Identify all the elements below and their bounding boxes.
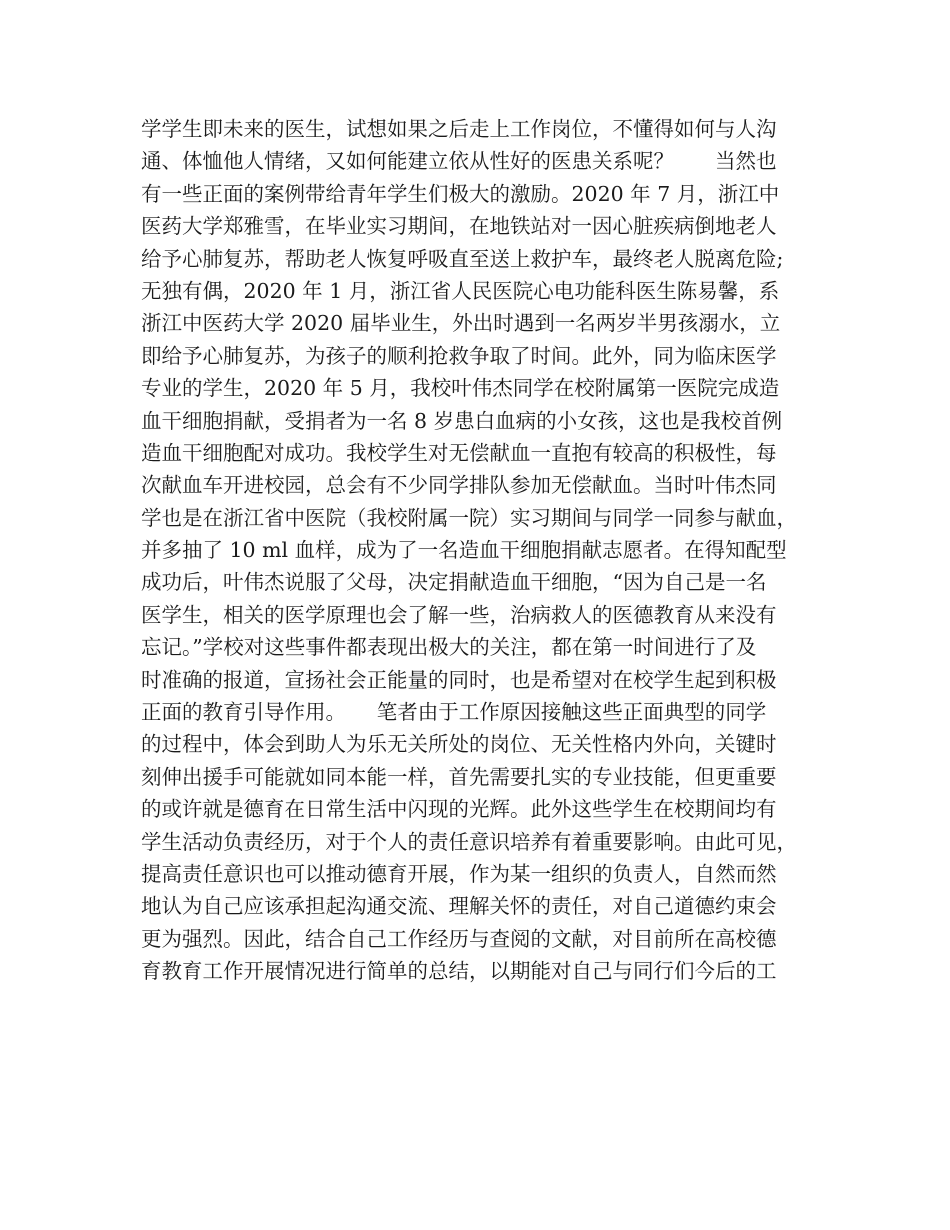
text-line: 地认为自己应该承担起沟通交流、理解关怀的责任，对自己道德约束会 — [141, 894, 777, 919]
text-line: 医学生，相关的医学原理也会了解一些，治病救人的医德教育从来没有 — [141, 602, 777, 627]
text-line: 通、体恤他人情绪，又如何能建立依从性好的医患关系呢？ 当然也 — [141, 149, 777, 174]
text-line: 的过程中，体会到助人为乐无关所处的岗位、无关性格内外向，关键时 — [141, 732, 777, 757]
text-line: 血干细胞捐献，受捐者为一名 8 岁患白血病的小女孩，这也是我校首例 — [141, 408, 783, 433]
text-line: 并多抽了 10 ml 血样，成为了一名造血干细胞捐献志愿者。在得知配型 — [141, 538, 787, 563]
text-line: 学学生即未来的医生，试想如果之后走上工作岗位，不懂得如何与人沟 — [141, 117, 777, 141]
text-line: 的或许就是德育在日常生活中闪现的光辉。此外这些学生在校期间均有 — [141, 797, 777, 822]
text-line: 即给予心肺复苏，为孩子的顺利抢救争取了时间。此外，同为临床医学 — [141, 343, 777, 368]
text-line: 学也是在浙江省中医院（我校附属一院）实习期间与同学一同参与献血， — [141, 505, 797, 530]
text-line: 浙江中医药大学 2020 届毕业生，外出时遇到一名两岁半男孩溺水，立 — [141, 311, 781, 336]
text-line: 医药大学郑雅雪，在毕业实习期间，在地铁站对一因心脏疾病倒地老人 — [141, 214, 777, 239]
text-line: 成功后，叶伟杰说服了父母，决定捐献造血干细胞，“因为自己是一名 — [141, 570, 767, 595]
text-line: 造血干细胞配对成功。我校学生对无偿献血一直抱有较高的积极性，每 — [141, 440, 777, 465]
text-line: 提高责任意识也可以推动德育开展，作为某一组织的负责人，自然而然 — [141, 861, 777, 886]
text-line: 时准确的报道，宣扬社会正能量的同时，也是希望对在校学生起到积极 — [141, 667, 777, 692]
text-line: 忘记。”学校对这些事件都表现出极大的关注，都在第一时间进行了及 — [141, 635, 757, 660]
text-line: 无独有偶，2020 年 1 月，浙江省人民医院心电功能科医生陈易馨，系 — [141, 278, 780, 303]
text-line: 有一些正面的案例带给青年学生们极大的激励。2020 年 7 月，浙江中 — [141, 181, 780, 206]
text-line: 刻伸出援手可能就如同本能一样，首先需要扎实的专业技能，但更重要 — [141, 764, 777, 789]
text-line: 给予心肺复苏，帮助老人恢复呼吸直至送上救护车，最终老人脱离危险; — [141, 246, 784, 271]
text-line: 正面的教育引导作用。 笔者由于工作原因接触这些正面典型的同学 — [141, 700, 767, 725]
text-line: 专业的学生，2020 年 5 月，我校叶伟杰同学在校附属第一医院完成造 — [141, 376, 780, 401]
text-line: 育教育工作开展情况进行简单的总结，以期能对自己与同行们今后的工 — [141, 959, 777, 984]
text-line: 更为强烈。因此，结合自己工作经历与查阅的文献，对目前所在高校德 — [141, 926, 777, 951]
text-line: 学生活动负责经历，对于个人的责任意识培养有着重要影响。由此可见， — [141, 829, 797, 854]
body-text — [141, 113, 831, 988]
text-line: 次献血车开进校园，总会有不少同学排队参加无偿献血。当时叶伟杰同 — [141, 473, 777, 498]
